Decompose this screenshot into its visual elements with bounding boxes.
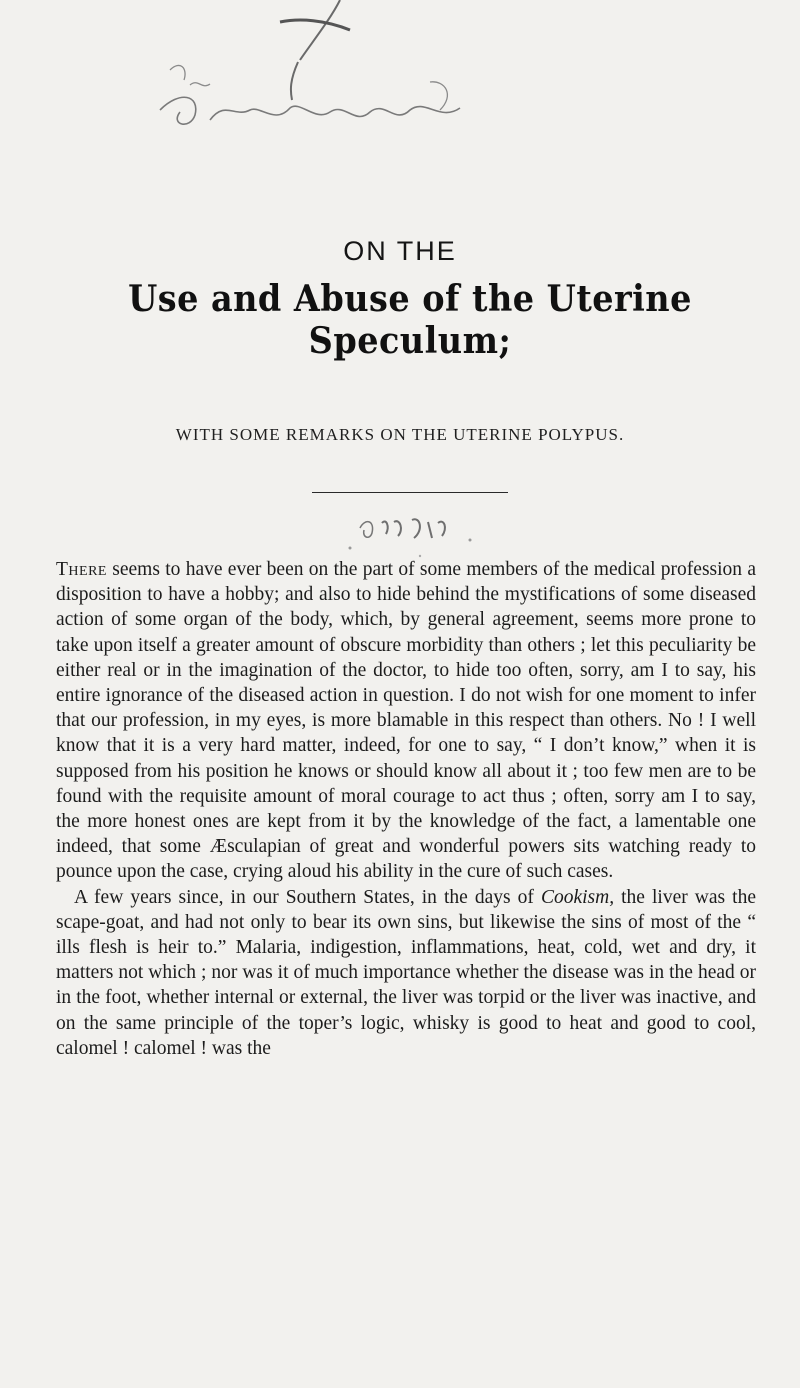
paragraph: [56, 557, 756, 885]
italic-term: Cookism,: [540, 886, 615, 908]
paragraph-lead-word: There: [56, 559, 107, 580]
page-title: Use and Abuse of the Uterine Speculum;: [128, 278, 692, 362]
subtitle: WITH SOME REMARKS ON THE UTERINE POLYPUS.: [175, 425, 625, 444]
paragraph: [56, 885, 756, 1061]
over-title: ON THE: [343, 236, 457, 266]
paragraph-text: the liver was the scape-goat, and had not only to bear its own sins, but likewise the sins of most of the “ ills flesh is heir to.” Malaria, indigestion, inflammations, heat, cold, wet and dry, it matters not which ; nor was it of much importance whether the disease was in the head or in the foot, whether internal or external, the liver was torpid or the liver was inactive, and on the same principle of the toper’s logic, whisky is good to heat and good to cool, calomel ! calomel ! was the: [56, 886, 756, 1059]
paragraph-text: A few years since, in our Southern States, in the days of: [74, 886, 541, 908]
paragraph-text: seems to have ever been on the part of some members of the medical profession a disposition to have a hobby; and also to hide behind the mystifications of some diseased action of some organ of the body, which, by general agreement, seems more prone to take upon itself a greater amount of obscure morbidity than others ; let this peculiarity be either real or in the imagination of the doctor, to hide too often, sorry, am I to say, his entire ignorance of the diseased action in question. I do not wish for one moment to infer that our profession, in my eyes, is more blamable in this respect than others. No ! I well know that it is a very hard matter, indeed, for one to say, “ I don’t know,” when it is supposed from his position he knows or should know all about it ; too few men are to be found with the requisite amount of moral courage to act thus ; often, sorry am I to say, the more honest ones are kept from it by the knowledge of the fact, a lamentable one indeed, that some Æsculapian of great and wonderful powers sits watching ready to pounce upon the case, crying aloud his ability in the cure of such cases.: [56, 559, 756, 883]
handwritten-inscription-icon: [140, 0, 500, 150]
body-text: [56, 557, 756, 1061]
